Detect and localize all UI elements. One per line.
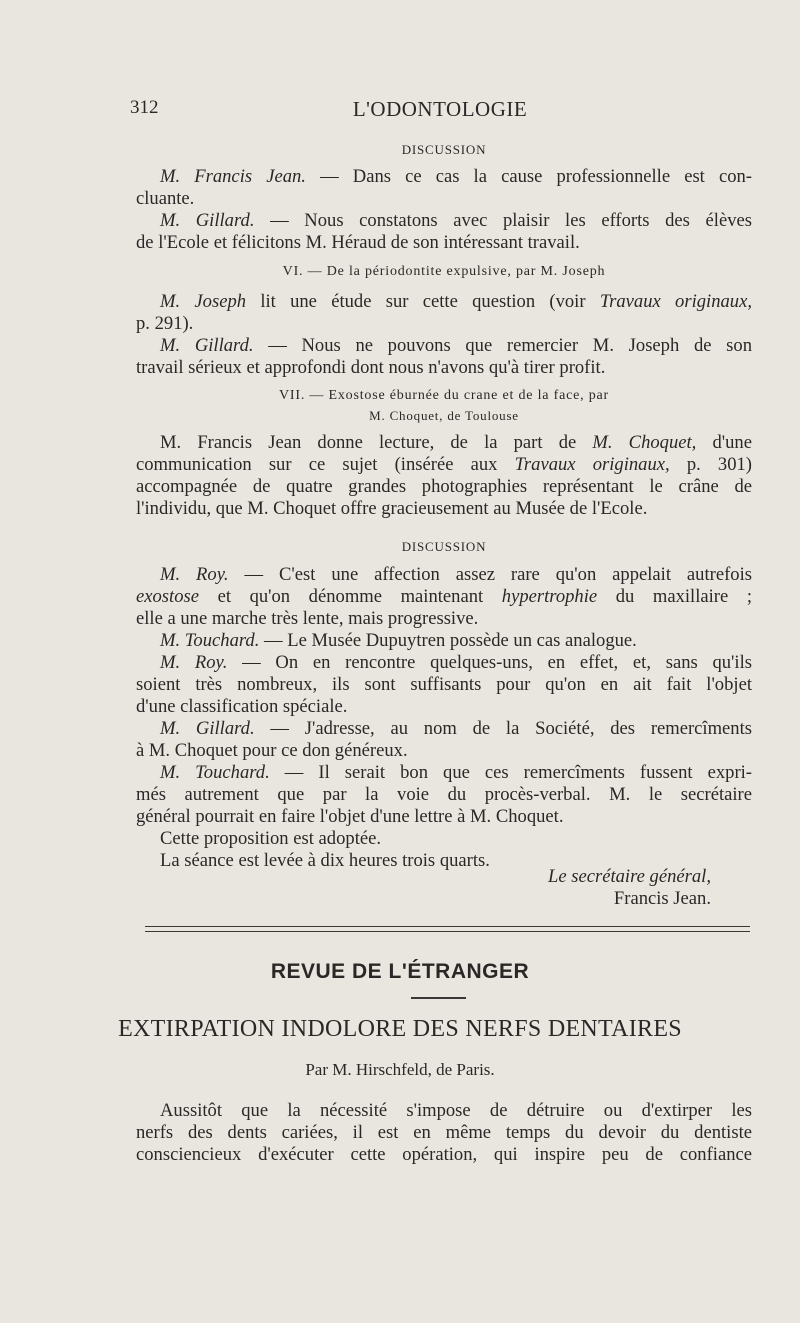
discussion-heading: DISCUSSION	[401, 539, 487, 554]
text-line: M. Touchard. — Le Musée Dupuytren possède un cas analogue.	[160, 630, 637, 651]
text-line: M. Francis Jean donne lecture, de la part de M. Choquet, d'une	[160, 432, 752, 453]
running-title: L'ODONTOLOGIE	[352, 97, 528, 121]
signature-name: Francis Jean.	[613, 888, 711, 909]
article-title: EXTIRPATION INDOLORE DES NERFS DENTAIRES	[118, 1016, 682, 1042]
page-header	[130, 97, 750, 127]
revue-heading: REVUE DE L'ÉTRANGER	[270, 960, 530, 983]
text-line: Aussitôt que la nécessité s'impose de détruire ou d'extirper les	[160, 1100, 752, 1121]
text-line: M. Roy. — C'est une affection assez rare qu'on appelait autrefois	[160, 564, 752, 585]
section6-block	[136, 291, 752, 379]
short-rule-divider	[411, 997, 466, 999]
text-line: M. Gillard. — Nous constatons avec plaisir les efforts des élèves	[160, 210, 752, 231]
text-line: Cette proposition est adoptée.	[160, 828, 382, 849]
text-line: général pourrait en faire l'objet d'une lettre à M. Choquet.	[136, 806, 564, 827]
text-line: més autrement que par la voie du procès-verbal. M. le secrétaire	[136, 784, 752, 805]
text-line: cluante.	[136, 188, 195, 209]
section-heading: VI. — De la périodontite expulsive, par M. Joseph	[282, 264, 606, 279]
text-line: La séance est levée à dix heures trois quarts.	[160, 850, 490, 871]
section-heading-line2: M. Choquet, de Toulouse	[369, 408, 519, 423]
text-line: exostose et qu'on dénomme maintenant hypertrophie du maxillaire ;	[136, 586, 752, 607]
discussion2-block	[136, 564, 752, 872]
text-line: d'une classification spéciale.	[136, 696, 348, 717]
text-line: M. Gillard. — Nous ne pouvons que remercier M. Joseph de son	[160, 335, 753, 356]
text-line: M. Francis Jean. — Dans ce cas la cause professionnelle est con-	[160, 166, 752, 187]
discussion1-block	[136, 166, 752, 254]
text-line: soient très nombreux, ils sont suffisants pour qu'on en ait fait l'objet	[136, 674, 752, 695]
text-line: p. 291).	[136, 313, 194, 334]
text-line: à M. Choquet pour ce don généreux.	[136, 740, 408, 761]
article-byline: Par M. Hirschfeld, de Paris.	[305, 1060, 495, 1079]
text-line: travail sérieux et approfondi dont nous n'avons qu'à tirer profit.	[136, 357, 606, 378]
text-line: nerfs des dents cariées, il est en même temps du devoir du dentiste	[136, 1122, 752, 1143]
text-line: elle a une marche très lente, mais progressive.	[136, 608, 479, 629]
text-line: consciencieux d'exécuter cette opération, qui inspire peu de confiance	[136, 1144, 752, 1165]
text-line: accompagnée de quatre grandes photographies représentant le crâne de	[136, 476, 752, 497]
signature-role: Le secrétaire général,	[548, 866, 711, 887]
section7-block	[136, 432, 752, 520]
text-line: M. Gillard. — J'adresse, au nom de la Société, des remercîments	[160, 718, 752, 739]
discussion-heading: DISCUSSION	[401, 142, 487, 157]
text-line: M. Joseph lit une étude sur cette question (voir Travaux originaux,	[160, 291, 752, 312]
double-rule-divider	[145, 926, 750, 932]
text-line: M. Roy. — On en rencontre quelques-uns, en effet, et, sans qu'ils	[160, 652, 752, 673]
text-line: l'individu, que M. Choquet offre gracieusement au Musée de l'Ecole.	[136, 498, 648, 519]
section-heading: VII. — Exostose éburnée du crane et de la face, par	[279, 388, 609, 403]
page-number: 312	[130, 97, 159, 118]
text-line: communication sur ce sujet (insérée aux Travaux originaux, p. 301)	[136, 454, 753, 475]
article-body	[136, 1100, 752, 1166]
text-line: M. Touchard. — Il serait bon que ces remercîments fussent expri-	[160, 762, 752, 783]
text-line: de l'Ecole et félicitons M. Héraud de son intéressant travail.	[136, 232, 580, 253]
